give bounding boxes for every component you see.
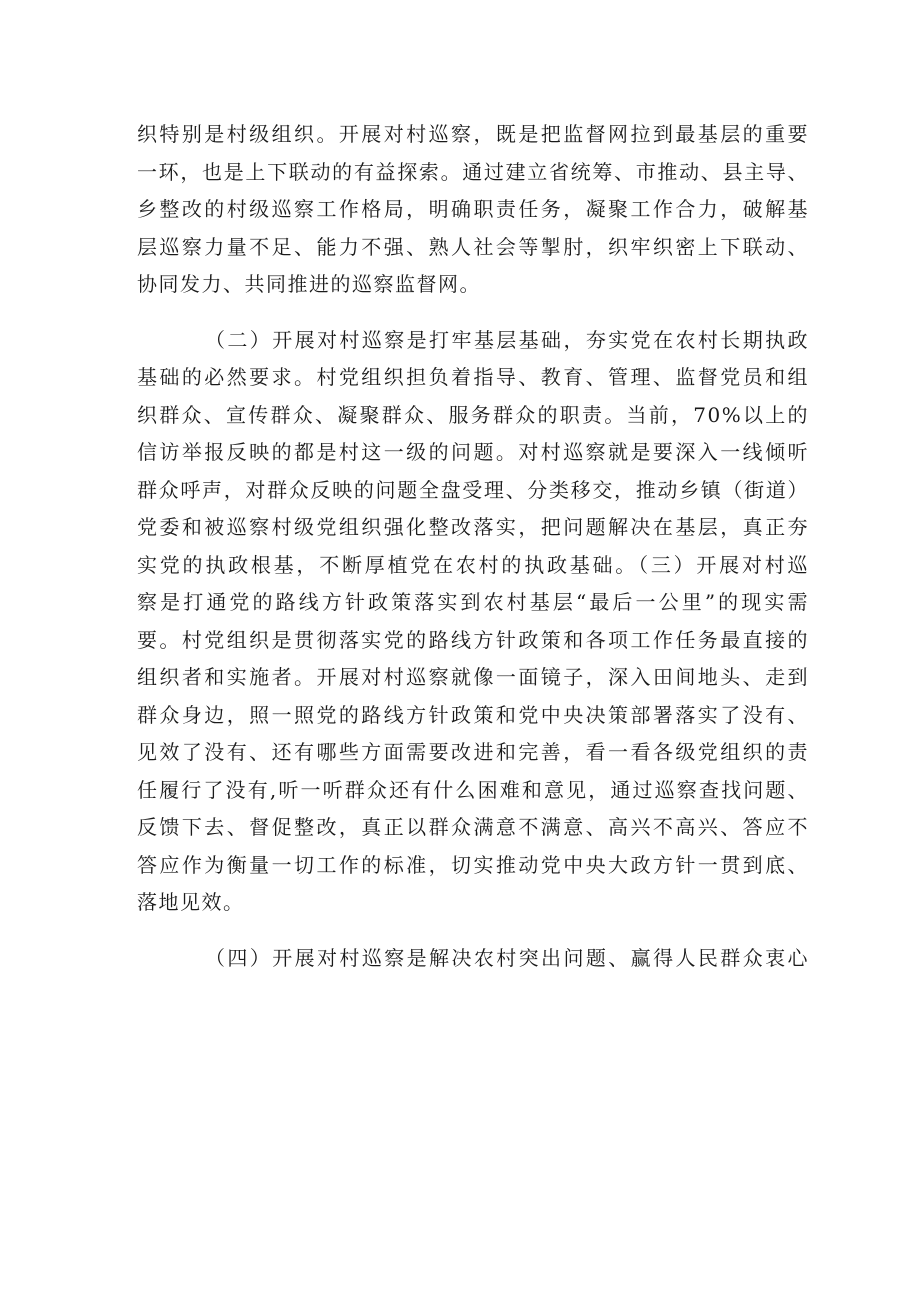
text-line: 党委和被巡察村级党组织强化整改落实，把问题解决在基层，真正夯 xyxy=(137,515,809,539)
text-line: （二）开展对村巡察是打牢基层基础，夯实党在农村长期执政 xyxy=(205,327,809,352)
text-line: 群众身边，照一照党的路线方针政策和党中央决策部署落实了没有、 xyxy=(137,702,809,727)
document-body xyxy=(137,116,809,977)
text-line: 群众呼声，对群众反映的问题全盘受理、分类移交，推动乡镇（街道） xyxy=(137,477,809,502)
text-line: 组织者和实施者。开展对村巡察就像一面镜子，深入田间地头、走到 xyxy=(137,665,809,689)
text-line: 察是打通党的路线方针政策落实到农村基层“最后一公里”的现实需 xyxy=(137,590,809,614)
text-line: 答应作为衡量一切工作的标准，切实推动党中央大政方针一贯到底、 xyxy=(137,852,809,877)
text-line: 信访举报反映的都是村这一级的问题。对村巡察就是要深入一线倾听 xyxy=(137,440,809,464)
text-line: 落地见效。 xyxy=(137,890,245,914)
text-line: 层巡察力量不足、能力不强、熟人社会等掣肘，织牢织密上下联动、 xyxy=(137,234,809,259)
text-line: 要。村党组织是贯彻落实党的路线方针政策和各项工作任务最直接的 xyxy=(137,627,809,652)
text-line: 一环，也是上下联动的有益探索。通过建立省统筹、市推动、县主导、 xyxy=(137,159,809,184)
text-line: 任履行了没有,听一听群众还有什么困难和意见，通过巡察查找问题、 xyxy=(137,777,809,802)
text-line: （四）开展对村巡察是解决农村突出问题、赢得人民群众衷心 xyxy=(205,945,809,970)
paragraph-1 xyxy=(137,116,809,304)
paragraph-2 xyxy=(137,322,809,922)
text-line: 协同发力、共同推进的巡察监督网。 xyxy=(137,272,481,296)
text-line: 见效了没有、还有哪些方面需要改进和完善，看一看各级党组织的责 xyxy=(137,740,809,764)
text-line: 织特别是村级组织。开展对村巡察，既是把监督网拉到最基层的重要 xyxy=(137,122,809,146)
text-line: 实党的执政根基，不断厚植党在农村的执政基础。（三）开展对村巡 xyxy=(137,552,809,577)
paragraph-spacer xyxy=(137,304,809,322)
text-line: 基础的必然要求。村党组织担负着指导、教育、管理、监督党员和组 xyxy=(137,365,809,389)
text-line: 织群众、宣传群众、凝聚群众、服务群众的职责。当前，70%以上的 xyxy=(137,402,809,427)
paragraph-spacer xyxy=(137,922,809,940)
paragraph-3 xyxy=(137,940,809,978)
text-line: 乡整改的村级巡察工作格局，明确职责任务，凝聚工作合力，破解基 xyxy=(137,197,809,221)
text-line: 反馈下去、督促整改，真正以群众满意不满意、高兴不高兴、答应不 xyxy=(137,815,809,839)
